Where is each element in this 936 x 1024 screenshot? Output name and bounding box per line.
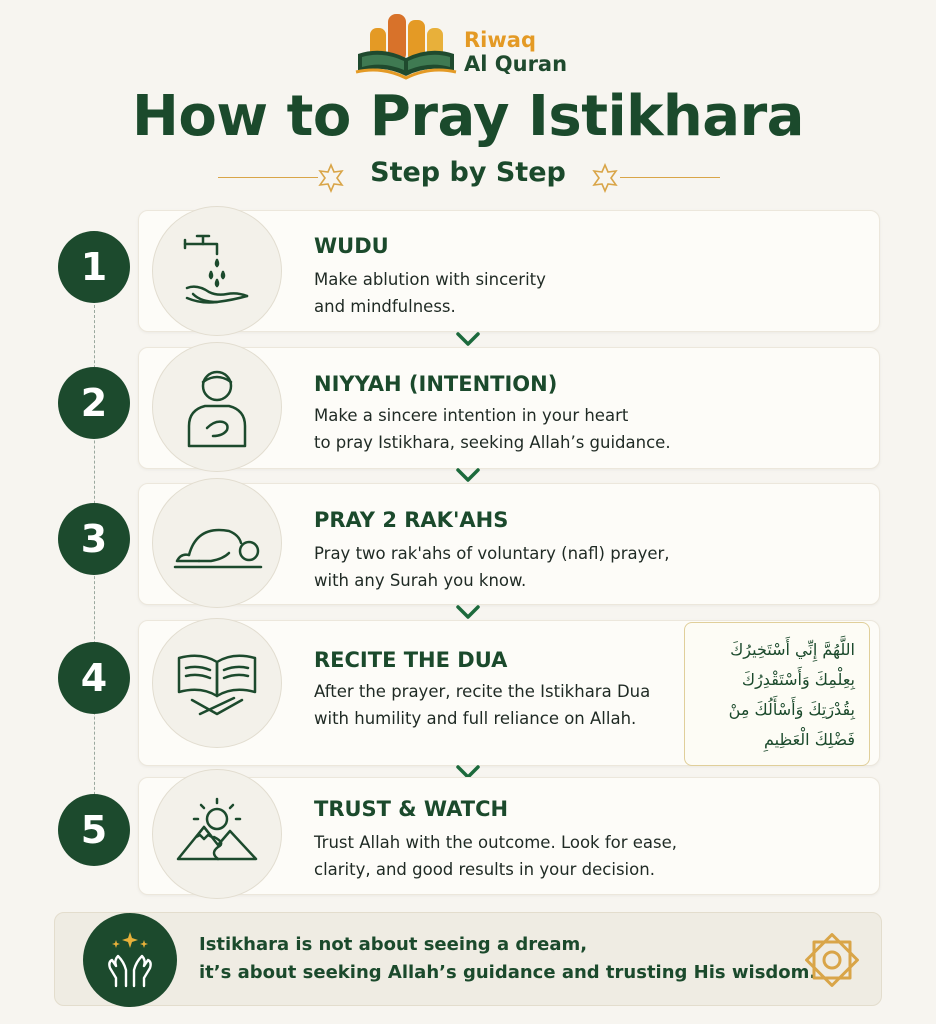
step-icon-circle — [152, 618, 282, 748]
step-title: WUDU — [314, 234, 389, 258]
dua-line: اللَّهُمَّ إِنِّي أَسْتَخِيرُكَ — [730, 640, 855, 659]
footer-badge — [83, 913, 177, 1007]
step-title: RECITE THE DUA — [314, 648, 508, 672]
mosque-book-icon — [352, 6, 462, 86]
divider-right — [620, 177, 720, 178]
open-quran-icon — [172, 648, 262, 718]
step-description-line: Trust Allah with the outcome. Look for ease, — [314, 833, 678, 852]
brand-name-line1: Riwaq — [464, 28, 536, 52]
step-description-line: clarity, and good results in your decision. — [314, 860, 655, 879]
brand-name-line2: Al Quran — [464, 52, 568, 76]
step-icon-circle — [152, 342, 282, 472]
step-description — [314, 540, 670, 594]
dua-line: بِقُدْرَتِكَ وَأَسْأَلُكَ مِنْ — [728, 700, 855, 719]
step-icon-circle — [152, 206, 282, 336]
step-description-line: Pray two rak'ahs of voluntary (nafl) prayer, — [314, 544, 670, 563]
step-description-line: After the prayer, recite the Istikhara Dua — [314, 682, 651, 701]
water-tap-icon — [177, 226, 257, 316]
brand-logo — [352, 6, 592, 86]
subtitle-row — [0, 157, 936, 197]
step-number-badge: 4 — [58, 642, 130, 714]
footer-banner — [54, 912, 882, 1006]
dua-line: فَضْلِكَ الْعَظِيمِ — [763, 730, 855, 749]
geometric-star-ornament-icon — [797, 925, 867, 995]
step-description-line: Make ablution with sincerity — [314, 270, 546, 289]
step-description-line: with any Surah you know. — [314, 571, 527, 590]
chevron-down-icon — [455, 330, 481, 348]
chevron-down-icon — [455, 466, 481, 484]
dua-arabic-box — [684, 622, 870, 766]
star-ornament-icon — [590, 163, 620, 193]
step-description-line: with humility and full reliance on Allah. — [314, 709, 637, 728]
dua-line: بِعِلْمِكَ وَأَسْتَقْدِرُكَ — [741, 670, 855, 689]
page-subtitle: Step by Step — [370, 157, 566, 188]
step-icon-circle — [152, 769, 282, 899]
step-description — [314, 678, 650, 732]
step-description-line: and mindfulness. — [314, 297, 456, 316]
step-number-badge: 2 — [58, 367, 130, 439]
step-title: NIYYAH (INTENTION) — [314, 372, 558, 396]
step-number-badge: 3 — [58, 503, 130, 575]
step-number-badge: 5 — [58, 794, 130, 866]
person-hand-on-heart-icon — [177, 362, 257, 452]
step-title: TRUST & WATCH — [314, 797, 509, 821]
prostration-icon — [169, 513, 265, 573]
step-description — [314, 266, 546, 320]
step-title: PRAY 2 RAK'AHS — [314, 508, 509, 532]
mountain-sun-icon — [172, 789, 262, 879]
page-title: How to Pray Istikhara — [132, 84, 804, 149]
step-icon-circle — [152, 478, 282, 608]
step-description-line: Make a sincere intention in your heart — [314, 406, 629, 425]
footer-message — [199, 931, 816, 987]
praying-hands-stars-icon — [98, 928, 162, 992]
footer-line: it’s about seeking Allah’s guidance and trusting His wisdom. — [199, 962, 817, 983]
step-description-line: to pray Istikhara, seeking Allah’s guidance. — [314, 433, 671, 452]
footer-line: Istikhara is not about seeing a dream, — [199, 934, 588, 955]
chevron-down-icon — [455, 603, 481, 621]
step-description — [314, 402, 671, 456]
step-description — [314, 829, 677, 883]
step-number-badge: 1 — [58, 231, 130, 303]
